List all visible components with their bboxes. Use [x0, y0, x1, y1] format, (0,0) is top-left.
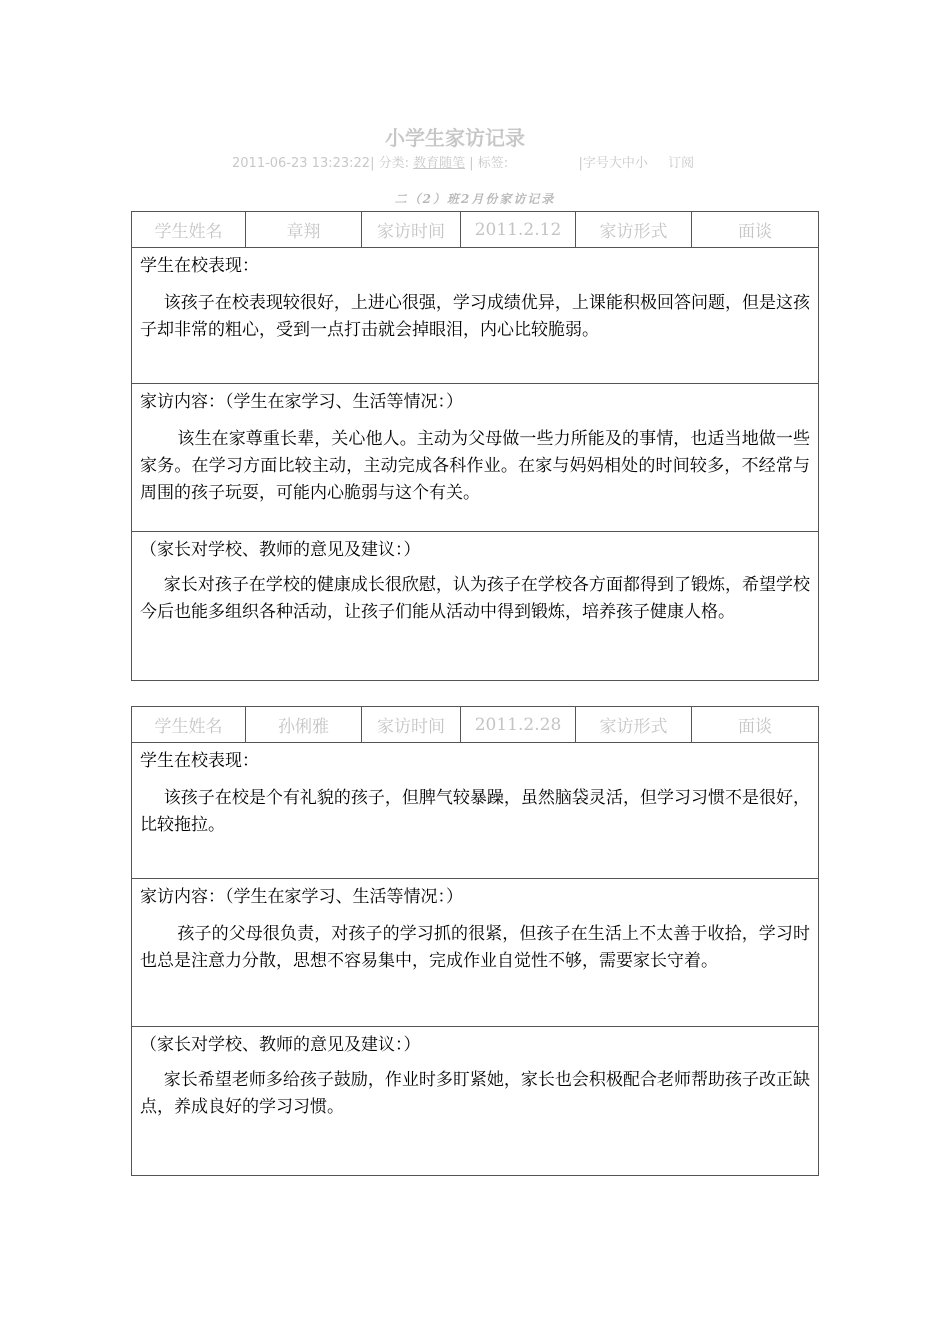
parent-feedback-label: （家长对学校、教师的意见及建议：） — [140, 540, 421, 560]
subscribe-link[interactable]: 订阅 — [668, 156, 695, 171]
document-subtitle: 二（2）班2月份家访记录 — [394, 192, 556, 206]
school-performance-label: 学生在校表现： — [140, 751, 259, 771]
visit-form-label: 家访形式 — [576, 707, 692, 742]
visit-content-text: 孩子的父母很负责，对孩子的学习抓的很紧，但孩子在生活上不太善于收拾，学习时也总是注意力分散，思想不容易集中，完成作业自觉性不够，需要家长守着。 — [140, 924, 810, 971]
parent-feedback-text: 家长希望老师多给孩子鼓励，作业时多盯紧她，家长也会积极配合老师帮助孩子改正缺点，养成良好的学习习惯。 — [140, 1070, 810, 1117]
category-label: 分类: — [378, 156, 409, 171]
visit-form-label: 家访形式 — [576, 212, 692, 247]
font-size-switch[interactable]: |字号大中小 — [578, 156, 648, 171]
student-name: 孙俐雅 — [246, 707, 362, 742]
school-performance-label: 学生在校表现： — [140, 256, 259, 276]
visit-record-1 — [131, 211, 819, 681]
post-meta — [232, 152, 694, 171]
visit-time-label: 家访时间 — [362, 707, 461, 742]
visit-content-label: 家访内容：（学生在家学习、生活等情况：） — [140, 392, 463, 412]
post-datetime: 2011-06-23 13:23:22| — [232, 156, 375, 171]
record-header-row — [132, 707, 818, 743]
parent-feedback-section — [132, 1027, 818, 1176]
visit-form: 面谈 — [738, 222, 772, 242]
visit-record-2 — [131, 706, 819, 1176]
visit-time: 2011.2.12 — [461, 212, 576, 247]
visit-time-label: 家访时间 — [362, 212, 461, 247]
tags-label: | 标签: — [469, 156, 509, 171]
parent-feedback-label: （家长对学校、教师的意见及建议：） — [140, 1035, 421, 1055]
school-performance-text: 该孩子在校是个有礼貌的孩子，但脾气较暴躁，虽然脑袋灵活，但学习习惯不是很好，比较拖拉。 — [140, 788, 810, 835]
parent-feedback-section — [132, 532, 818, 681]
visit-form: 面谈 — [738, 717, 772, 737]
school-performance-section — [132, 248, 818, 384]
name-label: 学生姓名 — [132, 212, 246, 247]
visit-content-label: 家访内容：（学生在家学习、生活等情况：） — [140, 887, 463, 907]
school-performance-text: 该孩子在校表现较很好，上进心很强，学习成绩优异，上课能积极回答问题，但是这孩子却非常的粗心，受到一点打击就会掉眼泪，内心比较脆弱。 — [140, 293, 810, 340]
school-performance-section — [132, 743, 818, 879]
visit-time: 2011.2.28 — [461, 707, 576, 742]
name-label: 学生姓名 — [132, 707, 246, 742]
visit-content-section — [132, 879, 818, 1027]
parent-feedback-text: 家长对孩子在学校的健康成长很欣慰，认为孩子在学校各方面都得到了锻炼，希望学校今后也能多组织各种活动，让孩子们能从活动中得到锻炼，培养孩子健康人格。 — [140, 575, 810, 622]
visit-content-text: 该生在家尊重长辈，关心他人。主动为父母做一些力所能及的事情，也适当地做一些家务。在学习方面比较主动，主动完成各科作业。在家与妈妈相处的时间较多，不经常与周围的孩子玩耍，可能内心脆弱与这个有关。 — [140, 429, 810, 503]
visit-content-section — [132, 384, 818, 532]
student-name: 章翔 — [246, 212, 362, 247]
page-title: 小学生家访记录 — [385, 126, 525, 150]
category-link[interactable]: 教育随笔 — [413, 156, 466, 171]
record-header-row — [132, 212, 818, 248]
